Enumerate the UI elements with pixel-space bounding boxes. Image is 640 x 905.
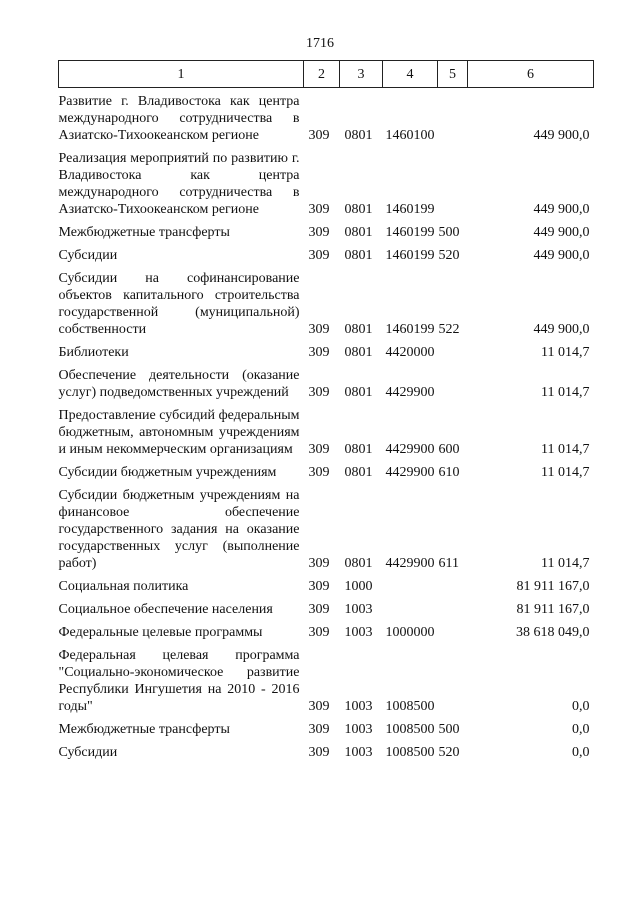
row-name: Обеспечение деятельности (оказание услуг) подведомственных учреждений (58, 368, 300, 400)
row-code-2: 309 (308, 602, 330, 617)
table-row (59, 596, 594, 619)
row-name: Субсидии бюджетным учреждениям (58, 465, 277, 480)
row-code-2: 309 (308, 225, 330, 240)
row-code-2: 309 (308, 699, 330, 714)
row-code-3: 0801 (344, 465, 373, 480)
row-code-4: 1008500 (385, 722, 435, 737)
row-amount: 11 014,7 (541, 345, 590, 360)
row-code-4: 1460199 (385, 322, 435, 337)
row-code-4: 1460199 (385, 202, 435, 217)
row-code-2: 309 (308, 128, 330, 143)
row-code-2: 309 (308, 322, 330, 337)
row-code-4: 4429900 (385, 385, 435, 400)
table-row (59, 145, 594, 219)
row-code-2: 309 (308, 442, 330, 457)
row-amount: 11 014,7 (541, 442, 590, 457)
row-code-2: 309 (308, 625, 330, 640)
row-code-4: 4429900 (385, 465, 435, 480)
row-name: Развитие г. Владивостока как центра международного сотрудничества в Азиатско-Тихоокеанском регионе (58, 94, 300, 143)
row-code-3: 1003 (344, 602, 373, 617)
row-code-3: 0801 (344, 345, 373, 360)
column-header-1: 1 (59, 61, 304, 88)
row-amount: 38 618 049,0 (516, 625, 590, 640)
row-code-2: 309 (308, 579, 330, 594)
row-code-5 (438, 339, 468, 362)
row-code-5 (438, 362, 468, 402)
row-code-5 (438, 596, 468, 619)
table-row (59, 482, 594, 573)
row-code-5: 500 (438, 225, 460, 240)
row-code-3: 0801 (344, 385, 373, 400)
row-code-5 (438, 642, 468, 716)
table-row (59, 739, 594, 762)
table-row (59, 265, 594, 339)
row-amount: 0,0 (572, 722, 590, 737)
row-amount: 449 900,0 (533, 202, 590, 217)
row-code-2: 309 (308, 722, 330, 737)
header-row (59, 61, 594, 88)
table-row (59, 219, 594, 242)
row-name: Социальное обеспечение населения (58, 602, 273, 617)
row-code-3: 0801 (344, 556, 373, 571)
table-row (59, 619, 594, 642)
row-code-4 (383, 596, 438, 619)
row-code-3: 0801 (344, 248, 373, 263)
row-code-3: 1000 (344, 579, 373, 594)
row-name: Субсидии (58, 248, 118, 263)
row-amount: 0,0 (572, 699, 590, 714)
row-code-5: 520 (438, 248, 460, 263)
row-code-4: 4420000 (385, 345, 435, 360)
budget-table (58, 60, 594, 762)
row-code-5 (438, 88, 468, 146)
row-amount: 11 014,7 (541, 465, 590, 480)
row-code-4 (383, 573, 438, 596)
row-code-5: 610 (438, 465, 460, 480)
row-name: Социальная политика (58, 579, 189, 594)
table-row (59, 402, 594, 459)
row-code-4: 4429900 (385, 442, 435, 457)
table-row (59, 459, 594, 482)
row-name: Федеральные целевые программы (58, 625, 263, 640)
row-code-4: 4429900 (385, 556, 435, 571)
row-code-3: 1003 (344, 699, 373, 714)
row-name: Федеральная целевая программа "Социально-экономическое развитие Республики Ингушетия на 2010 - 2016 годы" (58, 648, 300, 714)
column-header-3: 3 (340, 61, 383, 88)
row-amount: 0,0 (572, 745, 590, 760)
row-code-2: 309 (308, 385, 330, 400)
row-amount: 81 911 167,0 (516, 602, 590, 617)
table-row (59, 642, 594, 716)
table-row (59, 88, 594, 146)
column-header-4: 4 (383, 61, 438, 88)
row-code-5 (438, 145, 468, 219)
table-header (59, 61, 594, 88)
row-amount: 81 911 167,0 (516, 579, 590, 594)
row-code-2: 309 (308, 745, 330, 760)
row-code-3: 1003 (344, 625, 373, 640)
row-code-2: 309 (308, 465, 330, 480)
column-header-2: 2 (304, 61, 340, 88)
row-code-5 (438, 619, 468, 642)
row-amount: 449 900,0 (533, 128, 590, 143)
row-name: Межбюджетные трансферты (58, 225, 230, 240)
row-amount: 449 900,0 (533, 322, 590, 337)
row-code-5: 520 (438, 745, 460, 760)
column-header-6: 6 (468, 61, 594, 88)
row-code-5 (438, 573, 468, 596)
row-amount: 11 014,7 (541, 385, 590, 400)
row-code-4: 1008500 (385, 745, 435, 760)
row-code-5: 600 (438, 442, 460, 457)
row-code-3: 1003 (344, 722, 373, 737)
row-code-3: 0801 (344, 322, 373, 337)
table-row (59, 362, 594, 402)
row-name: Предоставление субсидий федеральным бюджетным, автономным учреждениям и иным некоммерческим организациям (58, 408, 300, 457)
table-row (59, 242, 594, 265)
row-amount: 449 900,0 (533, 225, 590, 240)
row-code-2: 309 (308, 248, 330, 263)
row-code-4: 1460199 (385, 248, 435, 263)
row-code-4: 1000000 (385, 625, 435, 640)
row-code-3: 0801 (344, 202, 373, 217)
row-code-2: 309 (308, 202, 330, 217)
page-number: 1716 (306, 36, 334, 51)
table-body (59, 88, 594, 763)
row-code-3: 0801 (344, 225, 373, 240)
row-code-4: 1460199 (385, 225, 435, 240)
row-code-3: 0801 (344, 442, 373, 457)
row-name: Библиотеки (58, 345, 129, 360)
row-code-3: 0801 (344, 128, 373, 143)
row-code-4: 1008500 (385, 699, 435, 714)
row-amount: 11 014,7 (541, 556, 590, 571)
table-row (59, 339, 594, 362)
table-row (59, 716, 594, 739)
row-name: Межбюджетные трансферты (58, 722, 230, 737)
row-code-5: 500 (438, 722, 460, 737)
row-code-3: 1003 (344, 745, 373, 760)
row-name: Субсидии на софинансирование объектов капитального строительства государственной (муниципальной) собственности (58, 271, 300, 337)
row-code-4: 1460100 (385, 128, 435, 143)
row-code-5: 611 (438, 556, 459, 571)
row-name: Реализация мероприятий по развитию г. Владивостока как центра международного сотрудничества в Азиатско-Тихоокеанском регионе (58, 151, 300, 217)
table-row (59, 573, 594, 596)
row-code-5: 522 (438, 322, 460, 337)
row-code-2: 309 (308, 556, 330, 571)
row-amount: 449 900,0 (533, 248, 590, 263)
row-name: Субсидии бюджетным учреждениям на финансовое обеспечение государственного задания на оказание государственных услуг (выполнение работ) (58, 488, 300, 571)
row-code-2: 309 (308, 345, 330, 360)
row-name: Субсидии (58, 745, 118, 760)
column-header-5: 5 (438, 61, 468, 88)
